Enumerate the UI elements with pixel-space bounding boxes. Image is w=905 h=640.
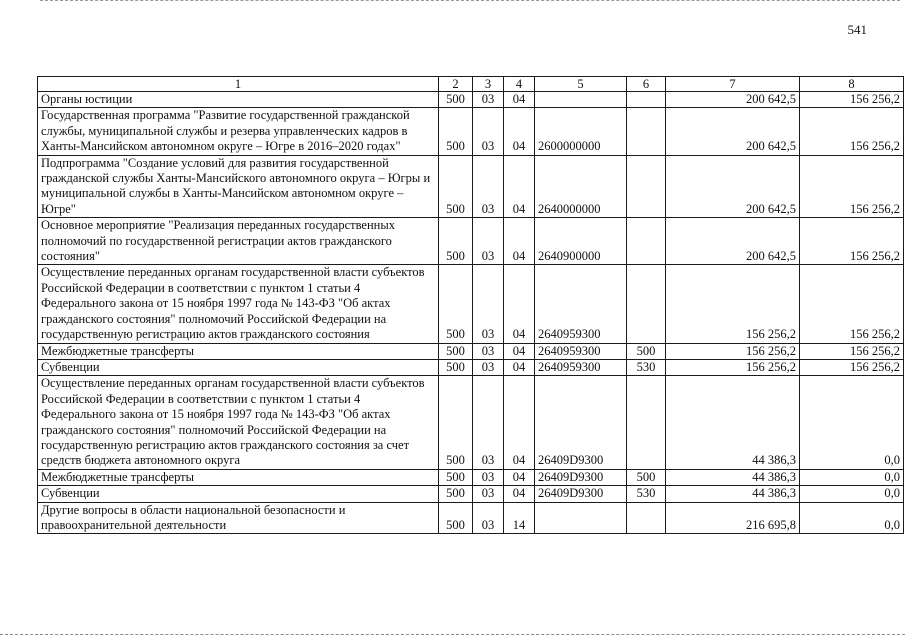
row-code-subsection: 04 <box>504 218 535 265</box>
row-amount-2: 156 256,2 <box>800 155 904 218</box>
row-target-article: 2640959300 <box>535 343 627 359</box>
row-code-section: 03 <box>473 92 504 108</box>
table-row <box>38 486 904 502</box>
row-code-subsection: 14 <box>504 502 535 534</box>
row-code-ministry: 500 <box>439 486 473 502</box>
header-cell: 6 <box>627 77 666 92</box>
row-amount-1: 44 386,3 <box>666 469 800 485</box>
row-code-ministry: 500 <box>439 359 473 375</box>
header-cell: 3 <box>473 77 504 92</box>
row-code-section: 03 <box>473 359 504 375</box>
row-code-subsection: 04 <box>504 92 535 108</box>
row-expense-type: 500 <box>627 343 666 359</box>
row-code-ministry: 500 <box>439 376 473 469</box>
row-amount-1: 44 386,3 <box>666 376 800 469</box>
header-row <box>38 77 904 92</box>
row-code-ministry: 500 <box>439 265 473 343</box>
row-name: Субвенции <box>38 486 439 502</box>
table-row <box>38 218 904 265</box>
header-cell: 5 <box>535 77 627 92</box>
row-code-section: 03 <box>473 108 504 155</box>
row-code-section: 03 <box>473 376 504 469</box>
row-code-ministry: 500 <box>439 155 473 218</box>
row-amount-2: 0,0 <box>800 376 904 469</box>
row-amount-1: 200 642,5 <box>666 92 800 108</box>
row-code-subsection: 04 <box>504 108 535 155</box>
row-name: Подпрограмма "Создание условий для развития государственной гражданской службы Ханты-Мансийского автономного округа – Югры и муниципальной службы в Ханты-Мансийском автономном округе – Югре" <box>38 155 439 218</box>
row-name: Другие вопросы в области национальной безопасности и правоохранительной деятельности <box>38 502 439 534</box>
row-code-ministry: 500 <box>439 218 473 265</box>
row-expense-type: 530 <box>627 359 666 375</box>
row-name: Органы юстиции <box>38 92 439 108</box>
row-expense-type <box>627 265 666 343</box>
table-row <box>38 502 904 534</box>
row-name: Основное мероприятие "Реализация переданных государственных полномочий по государственной регистрации актов гражданского состояния" <box>38 218 439 265</box>
row-amount-1: 156 256,2 <box>666 343 800 359</box>
row-amount-1: 156 256,2 <box>666 265 800 343</box>
row-name: Межбюджетные трансферты <box>38 343 439 359</box>
row-name: Государственная программа "Развитие государственной гражданской службы, муниципальной службы и резерва управленческих кадров в Ханты-Мансийском автономном округе – Югре в 2016–2020 годах" <box>38 108 439 155</box>
row-target-article: 26409D9300 <box>535 486 627 502</box>
header-cell: 2 <box>439 77 473 92</box>
row-amount-2: 156 256,2 <box>800 92 904 108</box>
row-code-section: 03 <box>473 343 504 359</box>
row-target-article: 2640900000 <box>535 218 627 265</box>
row-code-section: 03 <box>473 486 504 502</box>
row-code-ministry: 500 <box>439 502 473 534</box>
row-amount-1: 200 642,5 <box>666 108 800 155</box>
budget-table <box>37 76 904 534</box>
row-expense-type <box>627 92 666 108</box>
row-amount-2: 0,0 <box>800 502 904 534</box>
row-name: Осуществление переданных органам государственной власти субъектов Российской Федерации в соответствии с пунктом 1 статьи 4 Федерального закона от 15 ноября 1997 года № 143-ФЗ "Об актах гражданского состояния" полномочий Российской Федерации на государственную регистрацию актов гражданского состояния за счет средств бюджета автономного округа <box>38 376 439 469</box>
row-name: Осуществление переданных органам государственной власти субъектов Российской Федерации в соответствии с пунктом 1 статьи 4 Федерального закона от 15 ноября 1997 года № 143-ФЗ "Об актах гражданского состояния" полномочий Российской Федерации на государственную регистрацию актов гражданского состояния <box>38 265 439 343</box>
row-code-ministry: 500 <box>439 108 473 155</box>
row-code-subsection: 04 <box>504 343 535 359</box>
row-expense-type <box>627 502 666 534</box>
table-row <box>38 469 904 485</box>
row-expense-type <box>627 218 666 265</box>
row-expense-type <box>627 155 666 218</box>
row-expense-type: 530 <box>627 486 666 502</box>
table-row <box>38 155 904 218</box>
table-row <box>38 359 904 375</box>
row-code-ministry: 500 <box>439 469 473 485</box>
row-expense-type <box>627 376 666 469</box>
scan-edge-bottom <box>0 634 905 635</box>
row-amount-1: 200 642,5 <box>666 218 800 265</box>
row-code-subsection: 04 <box>504 155 535 218</box>
row-code-section: 03 <box>473 502 504 534</box>
header-cell: 1 <box>38 77 439 92</box>
row-target-article: 2640000000 <box>535 155 627 218</box>
row-target-article: 2600000000 <box>535 108 627 155</box>
row-expense-type: 500 <box>627 469 666 485</box>
row-amount-1: 44 386,3 <box>666 486 800 502</box>
table-row <box>38 92 904 108</box>
header-cell: 7 <box>666 77 800 92</box>
row-code-subsection: 04 <box>504 265 535 343</box>
row-code-ministry: 500 <box>439 92 473 108</box>
row-target-article <box>535 502 627 534</box>
table-row <box>38 108 904 155</box>
row-code-subsection: 04 <box>504 486 535 502</box>
row-code-section: 03 <box>473 218 504 265</box>
table-row <box>38 376 904 469</box>
row-code-section: 03 <box>473 155 504 218</box>
row-amount-2: 156 256,2 <box>800 359 904 375</box>
row-code-section: 03 <box>473 469 504 485</box>
header-cell: 4 <box>504 77 535 92</box>
row-amount-2: 156 256,2 <box>800 108 904 155</box>
row-amount-1: 216 695,8 <box>666 502 800 534</box>
row-target-article: 2640959300 <box>535 359 627 375</box>
row-amount-2: 156 256,2 <box>800 265 904 343</box>
row-target-article: 26409D9300 <box>535 469 627 485</box>
row-code-subsection: 04 <box>504 469 535 485</box>
row-target-article: 26409D9300 <box>535 376 627 469</box>
row-target-article <box>535 92 627 108</box>
table-row <box>38 265 904 343</box>
header-cell: 8 <box>800 77 904 92</box>
row-name: Межбюджетные трансферты <box>38 469 439 485</box>
page-number: 541 <box>847 22 867 37</box>
row-amount-1: 200 642,5 <box>666 155 800 218</box>
scan-edge-top <box>40 0 900 1</box>
row-target-article: 2640959300 <box>535 265 627 343</box>
row-amount-1: 156 256,2 <box>666 359 800 375</box>
table-row <box>38 343 904 359</box>
row-amount-2: 156 256,2 <box>800 343 904 359</box>
row-code-subsection: 04 <box>504 376 535 469</box>
row-code-subsection: 04 <box>504 359 535 375</box>
row-code-section: 03 <box>473 265 504 343</box>
row-amount-2: 0,0 <box>800 486 904 502</box>
row-code-ministry: 500 <box>439 343 473 359</box>
row-expense-type <box>627 108 666 155</box>
row-amount-2: 0,0 <box>800 469 904 485</box>
row-amount-2: 156 256,2 <box>800 218 904 265</box>
row-name: Субвенции <box>38 359 439 375</box>
